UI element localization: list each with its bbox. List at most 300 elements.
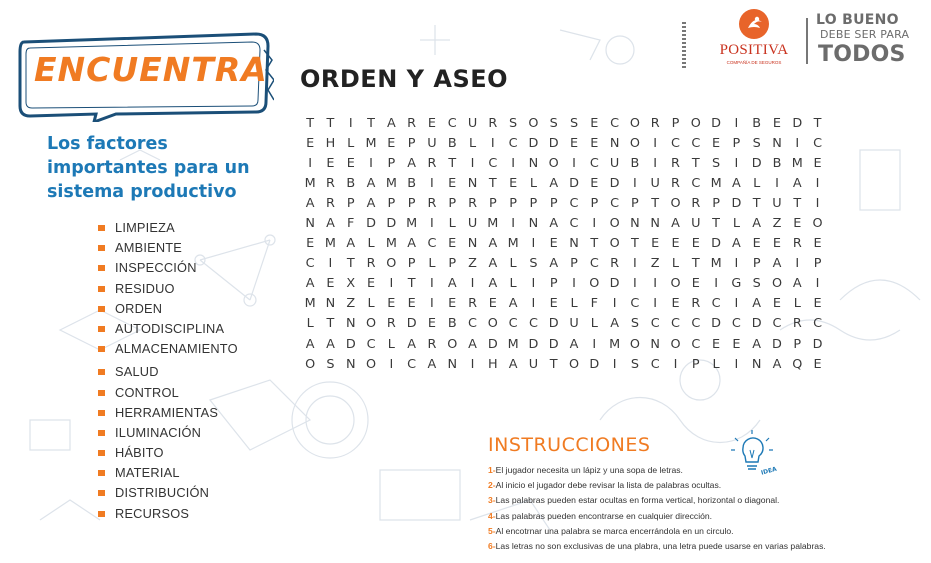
- grid-letter[interactable]: L: [753, 176, 761, 192]
- grid-letter[interactable]: P: [448, 256, 457, 272]
- grid-letter[interactable]: I: [592, 216, 597, 232]
- grid-letter[interactable]: E: [752, 236, 761, 252]
- grid-letter[interactable]: T: [549, 356, 558, 372]
- grid-letter[interactable]: E: [712, 136, 721, 152]
- grid-letter[interactable]: C: [427, 236, 437, 252]
- grid-letter[interactable]: C: [407, 356, 417, 372]
- grid-letter[interactable]: D: [609, 176, 620, 192]
- grid-letter[interactable]: B: [772, 156, 782, 172]
- grid-letter[interactable]: A: [305, 276, 315, 292]
- grid-letter[interactable]: M: [324, 236, 336, 252]
- grid-letter[interactable]: R: [407, 116, 417, 131]
- grid-letter[interactable]: A: [549, 216, 559, 232]
- grid-letter[interactable]: I: [531, 236, 536, 252]
- grid-letter[interactable]: A: [610, 316, 619, 332]
- grid-letter[interactable]: A: [346, 236, 356, 252]
- grid-letter[interactable]: R: [610, 256, 620, 272]
- grid-letter[interactable]: A: [488, 236, 498, 252]
- grid-letter[interactable]: D: [487, 336, 498, 352]
- grid-letter[interactable]: S: [752, 136, 761, 152]
- grid-letter[interactable]: S: [712, 156, 721, 172]
- grid-letter[interactable]: I: [734, 296, 739, 312]
- grid-letter[interactable]: P: [509, 196, 517, 212]
- grid-letter[interactable]: O: [771, 276, 783, 292]
- grid-letter[interactable]: C: [589, 256, 599, 272]
- grid-letter[interactable]: I: [775, 176, 779, 192]
- grid-letter[interactable]: A: [488, 276, 498, 292]
- grid-letter[interactable]: M: [710, 176, 722, 192]
- grid-letter[interactable]: P: [407, 256, 416, 272]
- grid-letter[interactable]: N: [305, 216, 315, 232]
- grid-letter[interactable]: N: [447, 356, 458, 372]
- grid-letter[interactable]: E: [407, 296, 416, 312]
- grid-letter[interactable]: L: [509, 276, 517, 292]
- grid-letter[interactable]: O: [366, 356, 377, 372]
- grid-letter[interactable]: E: [448, 236, 457, 252]
- grid-letter[interactable]: L: [367, 236, 375, 252]
- grid-letter[interactable]: Z: [468, 256, 477, 272]
- grid-letter[interactable]: R: [650, 116, 660, 131]
- grid-letter[interactable]: I: [734, 116, 739, 131]
- grid-letter[interactable]: R: [427, 156, 437, 172]
- grid-letter[interactable]: C: [508, 316, 518, 332]
- grid-letter[interactable]: P: [712, 196, 720, 212]
- grid-letter[interactable]: Q: [792, 356, 803, 372]
- grid-letter[interactable]: I: [734, 356, 739, 372]
- grid-letter[interactable]: T: [630, 236, 639, 252]
- grid-letter[interactable]: X: [346, 276, 356, 292]
- grid-letter[interactable]: P: [448, 196, 457, 212]
- grid-letter[interactable]: N: [772, 136, 782, 152]
- grid-letter[interactable]: D: [548, 336, 559, 352]
- grid-letter[interactable]: I: [369, 156, 373, 172]
- grid-letter[interactable]: N: [609, 136, 620, 152]
- grid-letter[interactable]: E: [427, 116, 436, 131]
- grid-letter[interactable]: D: [345, 336, 356, 352]
- grid-letter[interactable]: T: [488, 176, 497, 192]
- grid-letter[interactable]: A: [508, 356, 518, 372]
- grid-letter[interactable]: E: [326, 276, 335, 292]
- grid-letter[interactable]: A: [792, 176, 802, 192]
- grid-letter[interactable]: M: [507, 336, 519, 352]
- grid-letter[interactable]: C: [671, 136, 680, 152]
- grid-letter[interactable]: D: [528, 136, 539, 152]
- grid-letter[interactable]: U: [569, 316, 579, 332]
- grid-letter[interactable]: A: [427, 356, 437, 372]
- grid-letter[interactable]: E: [488, 296, 497, 312]
- grid-letter[interactable]: I: [531, 296, 536, 312]
- grid-letter[interactable]: P: [813, 256, 822, 272]
- grid-letter[interactable]: E: [732, 336, 741, 352]
- grid-letter[interactable]: B: [407, 176, 417, 192]
- grid-letter[interactable]: R: [427, 196, 437, 212]
- grid-letter[interactable]: P: [671, 116, 680, 131]
- grid-letter[interactable]: B: [447, 316, 457, 332]
- grid-letter[interactable]: E: [590, 136, 599, 152]
- grid-letter[interactable]: F: [347, 216, 355, 232]
- grid-letter[interactable]: B: [752, 116, 762, 131]
- grid-letter[interactable]: R: [386, 316, 396, 332]
- grid-letter[interactable]: P: [549, 196, 558, 212]
- grid-letter[interactable]: A: [386, 116, 396, 131]
- grid-letter[interactable]: A: [488, 256, 498, 272]
- grid-letter[interactable]: A: [752, 216, 762, 232]
- grid-letter[interactable]: R: [325, 196, 335, 212]
- grid-letter[interactable]: C: [691, 136, 701, 152]
- grid-letter[interactable]: C: [366, 336, 376, 352]
- grid-letter[interactable]: A: [752, 336, 762, 352]
- grid-letter[interactable]: P: [529, 196, 538, 212]
- grid-letter[interactable]: A: [468, 336, 477, 352]
- grid-letter[interactable]: E: [346, 156, 355, 172]
- grid-letter[interactable]: A: [549, 176, 559, 192]
- grid-letter[interactable]: L: [509, 256, 517, 272]
- grid-letter[interactable]: A: [772, 356, 782, 372]
- grid-letter[interactable]: I: [470, 276, 475, 292]
- grid-letter[interactable]: P: [590, 196, 599, 212]
- grid-letter[interactable]: L: [590, 316, 598, 332]
- grid-letter[interactable]: P: [407, 136, 416, 152]
- grid-letter[interactable]: A: [752, 296, 762, 312]
- grid-letter[interactable]: M: [406, 216, 418, 232]
- grid-letter[interactable]: B: [447, 136, 457, 152]
- grid-letter[interactable]: O: [548, 156, 559, 172]
- grid-letter[interactable]: E: [813, 236, 822, 252]
- grid-letter[interactable]: D: [711, 316, 722, 332]
- grid-letter[interactable]: A: [569, 336, 579, 352]
- grid-letter[interactable]: P: [793, 336, 802, 352]
- grid-letter[interactable]: I: [633, 176, 637, 192]
- grid-letter[interactable]: L: [793, 296, 801, 312]
- grid-letter[interactable]: L: [529, 176, 537, 192]
- grid-letter[interactable]: Z: [346, 296, 356, 312]
- grid-letter[interactable]: U: [772, 196, 782, 212]
- grid-letter[interactable]: M: [791, 156, 803, 172]
- grid-letter[interactable]: D: [548, 316, 559, 332]
- grid-letter[interactable]: D: [548, 136, 559, 152]
- grid-letter[interactable]: N: [345, 316, 356, 332]
- grid-letter[interactable]: P: [407, 196, 416, 212]
- grid-letter[interactable]: I: [389, 356, 394, 372]
- grid-letter[interactable]: Z: [650, 256, 660, 272]
- grid-letter[interactable]: C: [650, 356, 660, 372]
- grid-letter[interactable]: N: [467, 176, 478, 192]
- grid-letter[interactable]: O: [670, 276, 681, 292]
- grid-letter[interactable]: C: [610, 196, 620, 212]
- grid-letter[interactable]: O: [305, 356, 316, 372]
- grid-letter[interactable]: T: [306, 116, 315, 131]
- grid-letter[interactable]: N: [650, 336, 660, 352]
- grid-letter[interactable]: C: [569, 196, 579, 212]
- grid-letter[interactable]: L: [732, 216, 740, 232]
- grid-letter[interactable]: M: [385, 176, 397, 192]
- grid-letter[interactable]: T: [590, 236, 599, 252]
- grid-letter[interactable]: O: [670, 336, 681, 352]
- grid-letter[interactable]: M: [710, 256, 722, 272]
- grid-letter[interactable]: I: [714, 276, 718, 292]
- grid-letter[interactable]: C: [671, 316, 680, 332]
- grid-letter[interactable]: E: [427, 316, 436, 332]
- grid-letter[interactable]: A: [447, 276, 457, 292]
- grid-letter[interactable]: I: [430, 216, 434, 232]
- grid-letter[interactable]: O: [629, 136, 640, 152]
- grid-letter[interactable]: C: [589, 156, 599, 172]
- grid-letter[interactable]: A: [508, 296, 518, 312]
- grid-letter[interactable]: P: [346, 196, 355, 212]
- grid-letter[interactable]: C: [610, 116, 620, 131]
- grid-letter[interactable]: I: [430, 296, 434, 312]
- grid-letter[interactable]: O: [386, 256, 397, 272]
- grid-letter[interactable]: Z: [772, 216, 782, 232]
- grid-letter[interactable]: E: [590, 116, 599, 131]
- grid-letter[interactable]: R: [325, 176, 335, 192]
- grid-letter[interactable]: D: [589, 356, 600, 372]
- grid-letter[interactable]: I: [531, 276, 536, 292]
- grid-letter[interactable]: D: [772, 336, 782, 352]
- grid-letter[interactable]: C: [508, 136, 518, 152]
- grid-letter[interactable]: N: [569, 236, 579, 252]
- grid-letter[interactable]: M: [507, 236, 519, 252]
- grid-letter[interactable]: I: [612, 356, 617, 372]
- grid-letter[interactable]: O: [629, 116, 640, 131]
- grid-letter[interactable]: C: [731, 316, 741, 332]
- grid-letter[interactable]: I: [612, 296, 617, 312]
- grid-letter[interactable]: E: [306, 236, 315, 252]
- grid-letter[interactable]: I: [734, 156, 739, 172]
- grid-letter[interactable]: R: [468, 296, 477, 312]
- grid-letter[interactable]: C: [305, 256, 315, 272]
- grid-letter[interactable]: P: [387, 156, 396, 172]
- grid-letter[interactable]: T: [326, 116, 335, 131]
- grid-letter[interactable]: N: [467, 236, 478, 252]
- grid-letter[interactable]: N: [528, 216, 539, 232]
- grid-letter[interactable]: M: [365, 136, 377, 152]
- grid-letter[interactable]: E: [326, 156, 335, 172]
- grid-letter[interactable]: A: [407, 236, 417, 252]
- grid-letter[interactable]: I: [734, 256, 739, 272]
- grid-letter[interactable]: N: [325, 296, 336, 312]
- grid-letter[interactable]: R: [427, 336, 437, 352]
- grid-letter[interactable]: D: [366, 216, 376, 232]
- grid-letter[interactable]: B: [346, 176, 356, 192]
- grid-letter[interactable]: D: [711, 236, 722, 252]
- grid-letter[interactable]: E: [813, 356, 822, 372]
- grid-letter[interactable]: D: [812, 336, 823, 352]
- grid-letter[interactable]: T: [793, 196, 802, 212]
- grid-letter[interactable]: I: [795, 256, 800, 272]
- grid-letter[interactable]: A: [305, 336, 315, 352]
- grid-letter[interactable]: I: [633, 256, 637, 272]
- grid-letter[interactable]: E: [549, 296, 558, 312]
- grid-letter[interactable]: R: [468, 196, 477, 212]
- grid-letter[interactable]: C: [447, 116, 457, 131]
- grid-letter[interactable]: L: [468, 136, 477, 152]
- grid-letter[interactable]: C: [630, 296, 640, 312]
- grid-letter[interactable]: S: [326, 356, 335, 372]
- grid-letter[interactable]: S: [630, 316, 639, 332]
- grid-letter[interactable]: A: [366, 196, 376, 212]
- grid-letter[interactable]: A: [407, 156, 417, 172]
- grid-letter[interactable]: N: [751, 356, 762, 372]
- grid-letter[interactable]: I: [328, 256, 333, 272]
- grid-letter[interactable]: M: [487, 216, 499, 232]
- grid-letter[interactable]: A: [326, 216, 335, 232]
- grid-letter[interactable]: I: [653, 136, 658, 152]
- grid-letter[interactable]: E: [306, 136, 315, 152]
- grid-letter[interactable]: R: [691, 296, 701, 312]
- grid-letter[interactable]: O: [670, 196, 681, 212]
- grid-letter[interactable]: C: [528, 316, 538, 332]
- grid-letter[interactable]: U: [691, 216, 701, 232]
- grid-letter[interactable]: P: [752, 256, 761, 272]
- grid-letter[interactable]: E: [387, 136, 396, 152]
- grid-letter[interactable]: I: [511, 156, 515, 172]
- grid-letter[interactable]: E: [549, 236, 558, 252]
- grid-letter[interactable]: I: [815, 196, 820, 212]
- grid-letter[interactable]: U: [467, 216, 478, 232]
- grid-letter[interactable]: O: [629, 336, 640, 352]
- grid-letter[interactable]: I: [389, 276, 394, 292]
- grid-letter[interactable]: N: [528, 156, 539, 172]
- grid-letter[interactable]: I: [470, 156, 475, 172]
- grid-letter[interactable]: S: [752, 276, 761, 292]
- grid-letter[interactable]: E: [772, 116, 782, 131]
- grid-letter[interactable]: B: [630, 156, 640, 172]
- grid-letter[interactable]: E: [387, 296, 396, 312]
- grid-letter[interactable]: I: [633, 276, 637, 292]
- grid-letter[interactable]: E: [671, 296, 680, 312]
- grid-letter[interactable]: C: [569, 216, 579, 232]
- grid-letter[interactable]: T: [326, 316, 335, 332]
- grid-letter[interactable]: R: [792, 316, 802, 332]
- grid-letter[interactable]: E: [772, 296, 782, 312]
- grid-letter[interactable]: R: [488, 116, 498, 131]
- grid-letter[interactable]: D: [751, 156, 762, 172]
- grid-letter[interactable]: O: [812, 216, 823, 232]
- grid-letter[interactable]: O: [609, 236, 620, 252]
- grid-letter[interactable]: I: [572, 276, 576, 292]
- grid-letter[interactable]: C: [691, 316, 701, 332]
- grid-letter[interactable]: D: [751, 316, 762, 332]
- grid-letter[interactable]: G: [731, 276, 742, 292]
- grid-letter[interactable]: U: [609, 156, 620, 172]
- grid-letter[interactable]: U: [427, 136, 437, 152]
- grid-letter[interactable]: P: [488, 196, 497, 212]
- grid-letter[interactable]: E: [569, 136, 579, 152]
- grid-letter[interactable]: E: [509, 176, 518, 192]
- grid-letter[interactable]: R: [691, 196, 701, 212]
- grid-letter[interactable]: E: [813, 296, 822, 312]
- grid-letter[interactable]: A: [772, 256, 782, 272]
- grid-letter[interactable]: I: [673, 356, 678, 372]
- grid-letter[interactable]: L: [387, 336, 395, 352]
- grid-letter[interactable]: A: [792, 276, 802, 292]
- grid-letter[interactable]: O: [447, 336, 458, 352]
- grid-letter[interactable]: E: [671, 236, 680, 252]
- grid-letter[interactable]: C: [650, 316, 660, 332]
- grid-letter[interactable]: O: [568, 356, 580, 372]
- grid-letter[interactable]: A: [671, 216, 680, 232]
- grid-letter[interactable]: S: [569, 116, 579, 131]
- grid-letter[interactable]: R: [792, 236, 802, 252]
- grid-letter[interactable]: T: [752, 196, 761, 212]
- grid-letter[interactable]: E: [712, 336, 721, 352]
- grid-letter[interactable]: U: [528, 356, 539, 372]
- grid-letter[interactable]: E: [651, 236, 660, 252]
- grid-letter[interactable]: S: [630, 356, 639, 372]
- grid-letter[interactable]: L: [367, 296, 375, 312]
- grid-letter[interactable]: M: [304, 296, 316, 312]
- grid-letter[interactable]: H: [488, 356, 498, 372]
- grid-letter[interactable]: T: [813, 116, 822, 131]
- grid-letter[interactable]: I: [348, 116, 353, 131]
- grid-letter[interactable]: A: [366, 176, 376, 192]
- grid-letter[interactable]: D: [792, 116, 803, 131]
- grid-letter[interactable]: I: [795, 136, 800, 152]
- grid-letter[interactable]: C: [468, 316, 477, 332]
- grid-letter[interactable]: N: [630, 216, 640, 232]
- grid-letter[interactable]: T: [691, 156, 700, 172]
- grid-letter[interactable]: N: [650, 216, 660, 232]
- grid-letter[interactable]: E: [366, 276, 376, 292]
- grid-letter[interactable]: F: [590, 296, 598, 312]
- grid-letter[interactable]: M: [304, 176, 316, 192]
- grid-letter[interactable]: E: [772, 236, 782, 252]
- grid-letter[interactable]: E: [448, 296, 457, 312]
- grid-letter[interactable]: A: [305, 196, 315, 212]
- grid-letter[interactable]: P: [570, 256, 578, 272]
- grid-letter[interactable]: O: [366, 316, 377, 332]
- grid-letter[interactable]: T: [691, 256, 700, 272]
- grid-letter[interactable]: C: [813, 316, 823, 332]
- grid-letter[interactable]: I: [592, 336, 597, 352]
- grid-letter[interactable]: I: [815, 276, 820, 292]
- grid-letter[interactable]: C: [691, 176, 701, 192]
- grid-letter[interactable]: C: [691, 336, 701, 352]
- grid-letter[interactable]: L: [570, 296, 578, 312]
- grid-letter[interactable]: I: [490, 136, 495, 152]
- grid-letter[interactable]: C: [772, 316, 782, 332]
- grid-letter[interactable]: P: [732, 136, 741, 152]
- grid-letter[interactable]: S: [549, 116, 558, 131]
- grid-letter[interactable]: E: [793, 216, 802, 232]
- grid-letter[interactable]: N: [345, 356, 356, 372]
- grid-letter[interactable]: T: [448, 156, 457, 172]
- grid-letter[interactable]: T: [367, 116, 375, 131]
- grid-letter[interactable]: A: [732, 176, 741, 192]
- grid-letter[interactable]: D: [731, 196, 742, 212]
- grid-letter[interactable]: E: [691, 276, 700, 292]
- grid-letter[interactable]: O: [609, 216, 620, 232]
- grid-letter[interactable]: R: [366, 256, 376, 272]
- grid-letter[interactable]: S: [529, 256, 538, 272]
- grid-letter[interactable]: D: [711, 116, 722, 131]
- grid-letter[interactable]: I: [653, 276, 658, 292]
- grid-letter[interactable]: P: [387, 196, 396, 212]
- grid-letter[interactable]: D: [528, 336, 539, 352]
- grid-letter[interactable]: A: [407, 336, 417, 352]
- grid-letter[interactable]: L: [712, 356, 720, 372]
- grid-letter[interactable]: U: [467, 116, 478, 131]
- grid-letter[interactable]: T: [407, 276, 416, 292]
- grid-letter[interactable]: P: [549, 276, 558, 292]
- grid-letter[interactable]: O: [487, 316, 498, 332]
- grid-letter[interactable]: L: [306, 316, 314, 332]
- grid-letter[interactable]: L: [428, 256, 436, 272]
- grid-letter[interactable]: L: [347, 136, 355, 152]
- grid-letter[interactable]: U: [650, 176, 660, 192]
- grid-letter[interactable]: T: [712, 216, 720, 232]
